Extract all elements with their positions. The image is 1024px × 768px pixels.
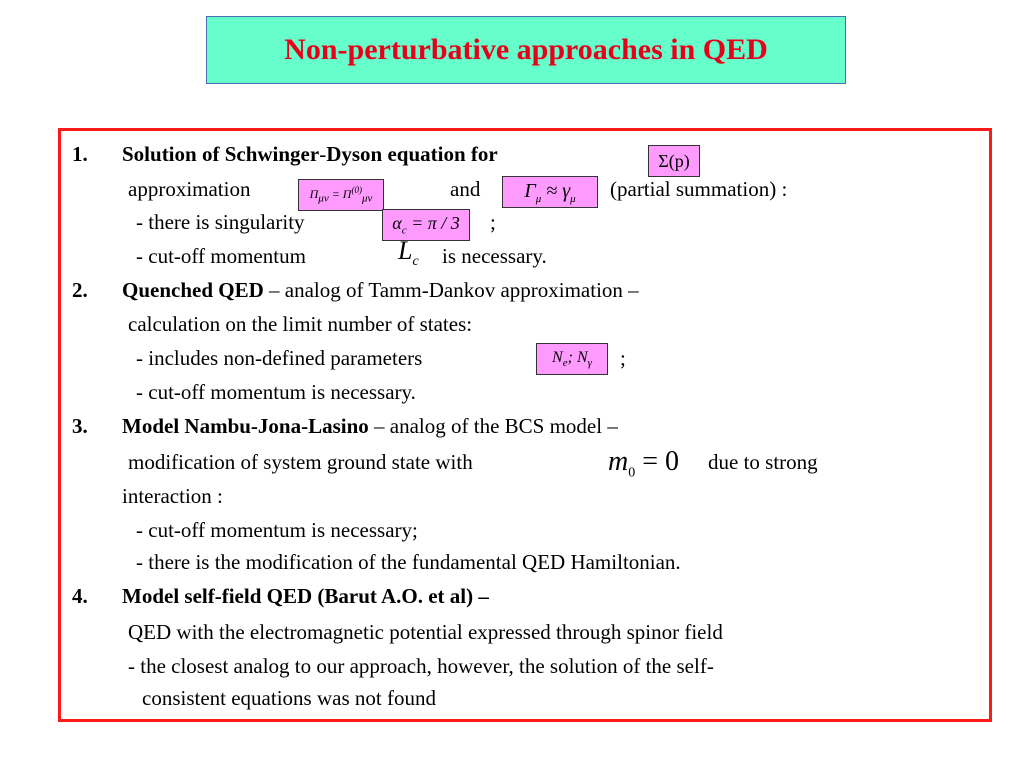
item-3-line-5: - there is the modification of the fundamental QED Hamiltonian.: [136, 550, 681, 574]
sigma-formula: Σ(p): [648, 145, 700, 177]
item-2-line-4: - cut-off momentum is necessary.: [136, 380, 416, 404]
item-1-cutoff-tail: is necessary.: [442, 244, 547, 268]
item-3-number: 3.: [72, 414, 88, 438]
polarization-formula: $\Pi_{\mu\nu} = \Pi^{(0)}_{\mu\nu}$: [298, 179, 384, 211]
item-4-line-2: QED with the electromagnetic potential expressed through spinor field: [128, 620, 723, 644]
item-2-line-3-tail: ;: [620, 346, 626, 370]
item-4-line-4: consistent equations was not found: [142, 686, 436, 710]
item-1-singularity: - there is singularity: [136, 210, 305, 234]
slide-title: Non-perturbative approaches in QED: [284, 33, 768, 66]
item-3-heading: Model Nambu-Jona-Lasino – analog of the BCS model –: [122, 414, 618, 438]
cutoff-symbol: $L_c$: [398, 236, 419, 270]
item-4-heading: Model self-field QED (Barut A.O. et al) –: [122, 584, 489, 608]
item-3-line-3: interaction :: [122, 484, 223, 508]
parameters-formula: $N_e$; $N_\gamma$: [536, 343, 608, 375]
item-3-line-2-tail: due to strong: [708, 450, 818, 474]
item-1-heading: Solution of Schwinger-Dyson equation for: [122, 142, 498, 166]
item-1-cutoff: - cut-off momentum: [136, 244, 306, 268]
item-2-line-2: calculation on the limit number of states:: [128, 312, 473, 336]
alpha-critical-formula: $\alpha_c = \pi / 3$: [382, 209, 470, 241]
vertex-formula: $\Gamma_\mu \approx \gamma_\mu$: [502, 176, 598, 208]
item-1-number: 1.: [72, 142, 88, 166]
item-1-and-label: and: [450, 177, 481, 201]
title-box: [206, 16, 846, 84]
item-2-line-3: - includes non-defined parameters: [136, 346, 423, 370]
item-1-approx-label: approximation: [128, 177, 251, 201]
item-2-heading: Quenched QED – analog of Tamm-Dankov approximation –: [122, 278, 639, 302]
item-3-line-4: - cut-off momentum is necessary;: [136, 518, 418, 542]
item-4-line-3: - the closest analog to our approach, however, the solution of the self-: [128, 654, 714, 678]
item-3-line-2: modification of system ground state with: [128, 450, 473, 474]
mass-zero-formula: $m_0 = 0$: [608, 446, 680, 481]
item-1-semicolon: ;: [490, 210, 496, 234]
item-1-partial-label: (partial summation) :: [610, 177, 788, 201]
item-4-number: 4.: [72, 584, 88, 608]
item-2-number: 2.: [72, 278, 88, 302]
